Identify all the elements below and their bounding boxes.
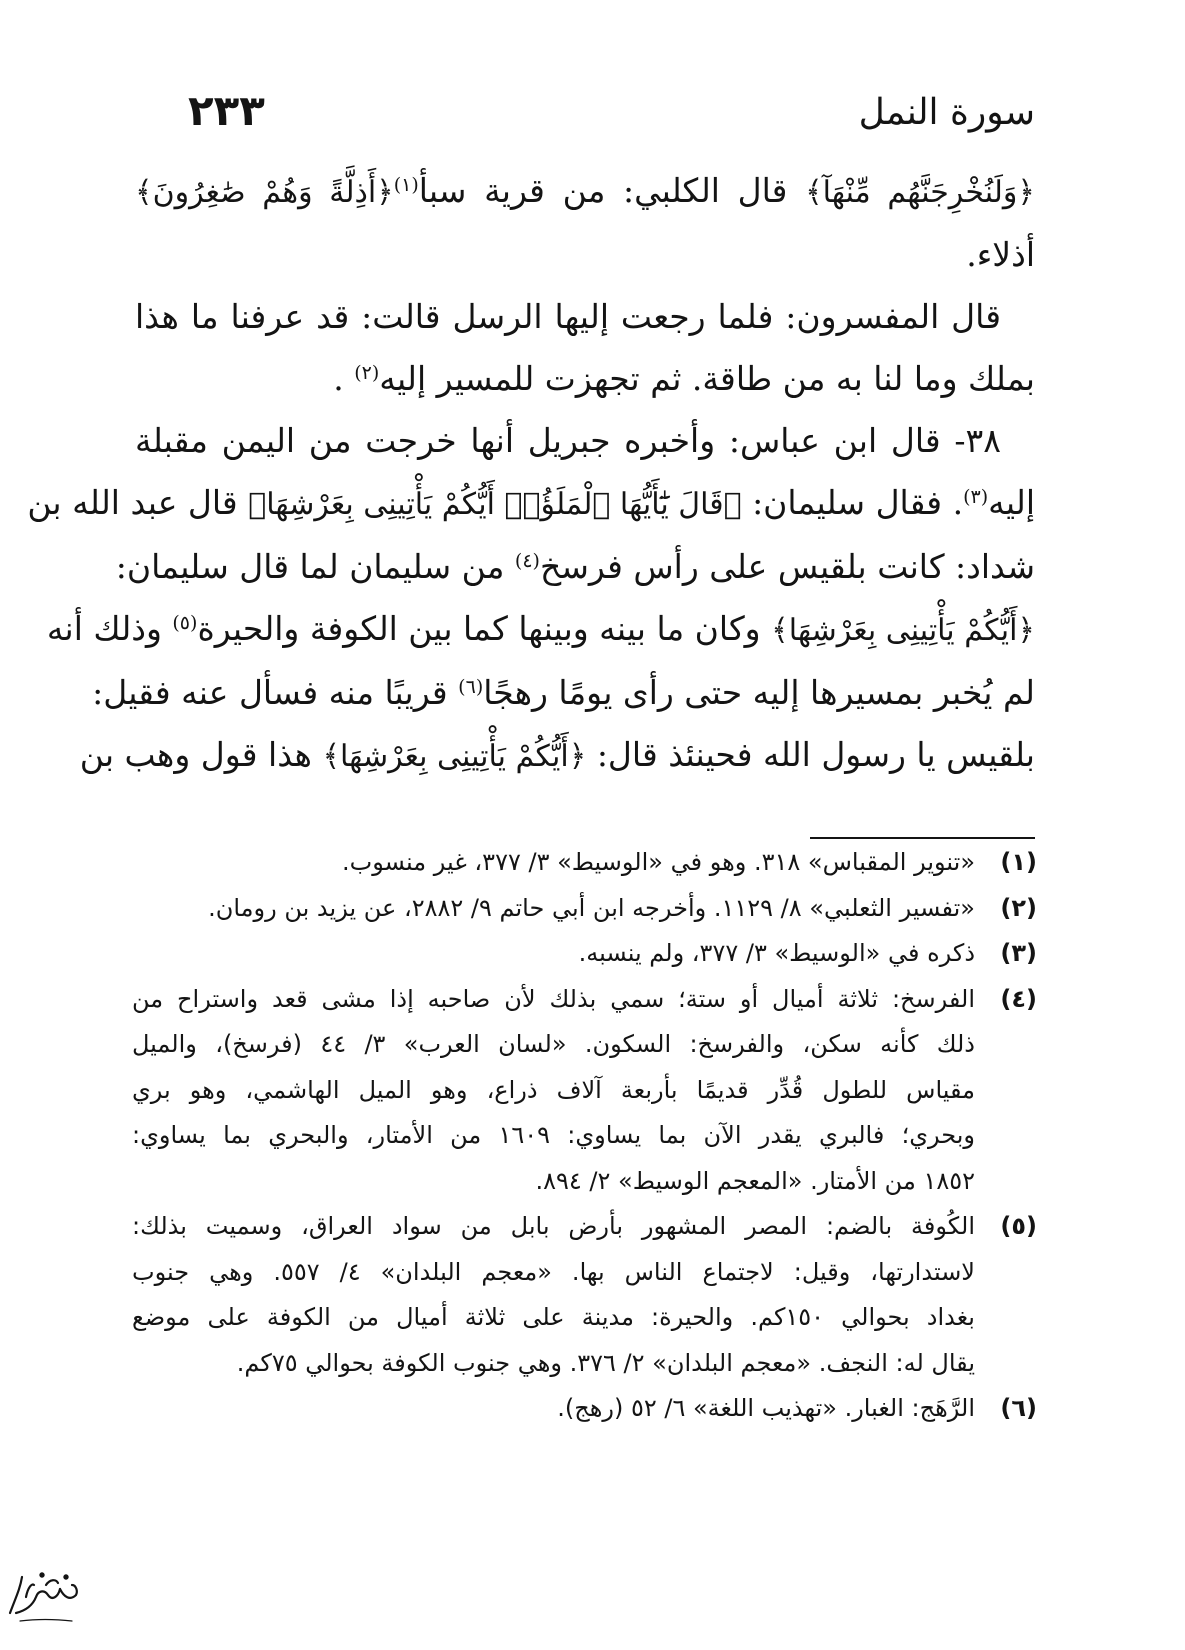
quran-brace-open: ﴿ bbox=[568, 739, 587, 774]
text-run: من سليمان لما قال سليمان: bbox=[115, 547, 515, 586]
surah-title: سورة النمل bbox=[858, 92, 1035, 133]
quran-brace-open: ﴿ bbox=[1017, 175, 1035, 210]
text-run: . فقال سليمان: bbox=[741, 483, 964, 522]
footnote-line: يقال له: النجف. «معجم البلدان» ٢/ ٣٧٦. وهي جنوب الكوفة بحوالي ٧٥كم. bbox=[236, 1348, 975, 1377]
footnote-ref-5: (٥) bbox=[172, 612, 198, 634]
text-line-1 bbox=[135, 160, 1035, 224]
footnote-line: ذكره في «الوسيط» ٣/ ٣٧٧، ولم ينسبه. bbox=[578, 939, 975, 967]
text-run: شداد: كانت بلقيس على رأس فرسخ bbox=[539, 547, 1035, 586]
footnote-line: وبحري؛ فالبري يقدر الآن بما يساوي: ١٦٠٩ من الأمتار، والبحري بما يساوي: bbox=[132, 1121, 976, 1149]
footnote-marker: (٣) bbox=[1000, 939, 1037, 967]
text-line-3: قال المفسرون: فلما رجعت إليها الرسل قالت: قد عرفنا ما هذا bbox=[135, 297, 1001, 336]
text-run: وذلك أنه bbox=[46, 609, 173, 648]
page-number: ٢٣٣ bbox=[188, 86, 265, 135]
main-text bbox=[27, 160, 1035, 788]
footnote-marker: (١) bbox=[1000, 848, 1037, 876]
footnote-line: «تنوير المقباس» ٣١٨. وهو في «الوسيط» ٣/ ٣٧٧، غير منسوب. bbox=[342, 848, 975, 876]
text-line-8 bbox=[46, 598, 1035, 662]
footnote-ref-4: (٤) bbox=[514, 550, 540, 572]
footnote-marker: (٦) bbox=[1000, 1394, 1037, 1422]
footnote-marker: (٢) bbox=[1000, 893, 1037, 922]
footnote-item bbox=[132, 931, 1037, 977]
quran-brace-open: ﴿ bbox=[1017, 613, 1035, 648]
quran-verse: وَلَنُخْرِجَنَّهُم مِّنْهَآ bbox=[822, 175, 1018, 210]
quran-verse: أَيُّكُمْ يَأْتِينِى بِعَرْشِهَا bbox=[340, 739, 569, 774]
footnote-line: الفرسخ: ثلاثة أميال أو ستة؛ سمي بذلك لأن صاحبه إذا مشى قعد واستراح من bbox=[132, 984, 975, 1013]
footnote-ref-1: (١) bbox=[393, 174, 419, 196]
quran-brace-open: ﴿ bbox=[376, 175, 394, 210]
quran-verse: قَالَ يَٰٓأَيُّهَا ٱلْمَلَؤُا۟ أَيُّكُمْ يَأْتِينِى بِعَرْشِهَا bbox=[266, 487, 724, 522]
text-run: بلقيس يا رسول الله فحينئذ قال: bbox=[586, 735, 1035, 774]
text-line-10 bbox=[79, 724, 1035, 788]
text-line-5: ٣٨- قال ابن عباس: وأخبره جبريل أنها خرجت من اليمن مقبلة bbox=[135, 421, 1001, 460]
text-run: قال عبد الله بن bbox=[27, 483, 249, 522]
text-run: هذا قول وهب بن bbox=[79, 735, 323, 774]
footnote-body bbox=[132, 1386, 975, 1432]
quran-brace-close: ﴾ bbox=[805, 175, 823, 210]
footnote-line: مقياس للطول قُدِّر قديمًا بأربعة آلاف ذراع، وهو الميل الهاشمي، وهو بري bbox=[132, 1075, 975, 1104]
quran-brace-open: ﴿ bbox=[723, 487, 742, 522]
footnote-line: «تفسير الثعلبي» ٨/ ١١٢٩. وأخرجه ابن أبي حاتم ٩/ ٢٨٨٢، عن يزيد بن رومان. bbox=[208, 893, 975, 922]
footnote-marker: (٥) bbox=[1000, 1212, 1037, 1240]
footnote-line: ١٨٥٢ من الأمتار. «المعجم الوسيط» ٢/ ٨٩٤. bbox=[535, 1166, 975, 1195]
footnote-line: ذلك كأنه سكن، والفرسخ: السكون. «لسان العرب» ٣/ ٤٤ (فرسخ)، والميل bbox=[132, 1030, 975, 1058]
text-run: وكان ما بينه وبينها كما بين الكوفة والحيرة bbox=[197, 609, 772, 648]
text-run: . bbox=[333, 359, 355, 398]
footnote-divider bbox=[810, 837, 1035, 839]
footnote-ref-6: (٦) bbox=[458, 676, 484, 698]
quran-brace-close: ﴾ bbox=[771, 613, 789, 648]
footnote-item bbox=[132, 886, 1037, 932]
quran-verse: أَذِلَّةً وَهُمْ صَٰغِرُونَ bbox=[152, 175, 377, 210]
footnote-body bbox=[132, 1204, 975, 1386]
footnotes-section bbox=[132, 840, 1037, 1432]
footnote-line: الكُوفة بالضم: المصر المشهور بأرض بابل من سواد العراق، وسميت بذلك: bbox=[132, 1212, 975, 1240]
text-run: قريبًا منه فسأل عنه فقيل: bbox=[92, 673, 459, 712]
text-line-4 bbox=[135, 348, 1035, 410]
text-run: لم يُخبر بمسيرها إليه حتى رأى يومًا رهجًا bbox=[483, 673, 1035, 712]
footnote-body bbox=[132, 840, 975, 886]
footnote-line: لاستدارتها، وقيل: لاجتماع الناس بها. «معجم البلدان» ٤/ ٥٥٧. وهي جنوب bbox=[132, 1257, 975, 1286]
footnote-line: بغداد بحوالي ١٥٠كم. والحيرة: مدينة على ثلاثة أميال من الكوفة على موضع bbox=[132, 1303, 975, 1331]
text-line-7 bbox=[115, 536, 1035, 598]
page-header bbox=[120, 78, 1035, 148]
footnote-marker: (٤) bbox=[1000, 984, 1037, 1013]
footnote-ref-2: (٢) bbox=[354, 362, 380, 384]
quran-brace-close: ﴾ bbox=[322, 739, 341, 774]
quran-brace-close: ﴾ bbox=[248, 487, 267, 522]
footnote-item bbox=[132, 840, 1037, 886]
library-seal-logo bbox=[2, 1567, 82, 1637]
footnote-item bbox=[132, 1204, 1037, 1386]
text-line-6 bbox=[27, 472, 1035, 536]
text-run: بملك وما لنا به من طاقة. ثم تجهزت للمسير إليه bbox=[379, 359, 1035, 398]
footnote-line: الرَّهَج: الغبار. «تهذيب اللغة» ٦/ ٥٢ (رهج). bbox=[557, 1394, 975, 1422]
footnote-body bbox=[132, 886, 975, 932]
footnote-item bbox=[132, 977, 1037, 1205]
quran-brace-close: ﴾ bbox=[135, 175, 153, 210]
footnote-item bbox=[132, 1386, 1037, 1432]
text-run: إليه bbox=[988, 483, 1035, 522]
text-line-2: أذلاء. bbox=[966, 235, 1035, 274]
text-line-9 bbox=[92, 662, 1035, 724]
footnote-body bbox=[132, 931, 975, 977]
footnote-ref-3: (٣) bbox=[963, 486, 989, 508]
quran-verse: أَيُّكُمْ يَأْتِينِى بِعَرْشِهَا bbox=[788, 613, 1018, 648]
footnote-body bbox=[132, 977, 975, 1205]
text-run: قال الكلبي: من قرية سبأ bbox=[418, 171, 806, 210]
